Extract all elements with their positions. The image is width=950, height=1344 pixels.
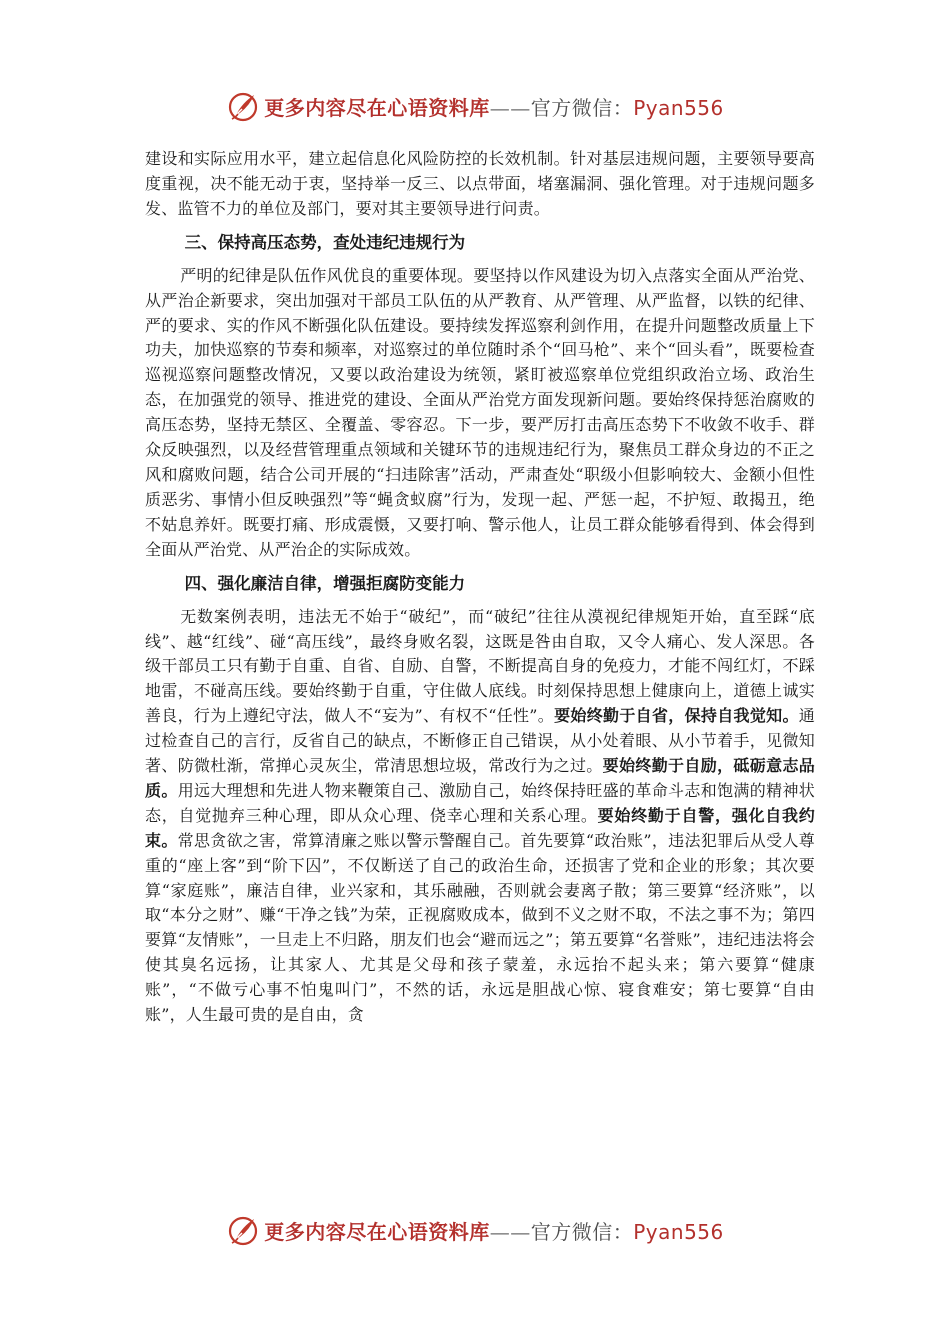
banner-dash: ——: [489, 95, 531, 120]
para4-bold-2: 要始终勤于自励，砥砺意志品质。: [145, 756, 815, 800]
para4-bold-1: 要始终勤于自省，保持自我觉知。: [554, 706, 799, 726]
para4-text-1: 无数案例表明，违法无不始于“破纪”，而“破纪”往往从漠视纪律规矩开始，直至踩“底线”、越“红线”、碰“高压线”，最终身败名裂，这既是咎由自取，又令人痛心、发人深思。各级干部员工只有勤于自重、自省、自励、自警，不断提高自身的免疫力，才能不闯红灯，不踩地雷，不碰高压线。要始终勤于自重，守住做人底线。时刻保持思想上健康向上，道德上诚实善良，行为上遵纪守法，做人不“妄为”、有权不“任性”。: [145, 606, 815, 726]
banner-wechat-id: Pyan556: [633, 1219, 724, 1244]
para4-text-2: 通过检查自己的言行，反省自己的缺点，不断修正自己错误，从小处着眼、从小节着手，见微知著、防微杜渐，常掸心灵灰尘，常清思想垃圾，常改行为之过。: [145, 706, 815, 776]
header-watermark-banner: [0, 86, 950, 126]
para4-bold-3: 要始终勤于自警，强化自我约束。: [145, 805, 815, 850]
banner-text: [264, 1216, 724, 1245]
footer-watermark-banner: [0, 1210, 950, 1250]
banner-dash: ——: [489, 1219, 531, 1244]
document-body: [145, 147, 815, 1028]
para4-text-4: 常思贪欲之害，常算清廉之账以警示警醒自己。首先要算“政治账”，违法犯罪后从受人尊重的“座上客”到“阶下囚”，不仅断送了自己的政治生命，还损害了党和企业的形象；其次要算“家庭账”，廉洁自律，业兴家和，其乐融融，否则就会妻离子散；第三要算“经济账”，以取“本分之财”、赚“干净之钱”为荣，正视腐败成本，做到不义之财不取，不法之事不为；第四要算“友情账”，一旦走上不归路，朋友们也会“避而远之”；第五要算“名誉账”，违纪违法将会使其臭名远扬，让其家人、尤其是父母和孩子蒙羞，永远抬不起头来；第六要算“健康账”，“不做亏心事不怕鬼叫门”，不然的话，永远是胆战心惊、寝食难安；第七要算“自由账”，人生最可贵的是自由，贪: [145, 830, 815, 1025]
paragraph-continued: 建设和实际应用水平，建立起信息化风险防控的长效机制。针对基层违规问题，主要领导要高度重视，决不能无动于衷，坚持举一反三、以点带面，堵塞漏洞、强化管理。对于违规问题多发、监管不力的单位及部门，要对其主要领导进行问责。: [145, 149, 815, 218]
paragraph-section-3: 严明的纪律是队伍作风优良的重要体现。要坚持以作风建设为切入点落实全面从严治党、从严治企新要求，突出加强对干部员工队伍的从严教育、从严管理、从严监督，以铁的纪律、严的要求、实的作风不断强化队伍建设。要持续发挥巡察利剑作用，在提升问题整改质量上下功夫，加快巡察的节奏和频率，对巡察过的单位随时杀个“回马枪”、来个“回头看”，既要检查巡视巡察问题整改情况，又要以政治建设为统领，紧盯被巡察单位党组织政治立场、政治生态，在加强党的领导、推进党的建设、全面从严治党方面发现新问题。要始终保持惩治腐败的高压态势，坚持无禁区、全覆盖、零容忍。下一步，要严厉打击高压态势下不收敛不收手、群众反映强烈，以及经营管理重点领域和关键环节的违规违纪行为，聚焦员工群众身边的不正之风和腐败问题，结合公司开展的“扫违除害”活动，严肃查处“职级小但影响较大、金额小但性质恶劣、事情小但反映强烈”等“蝇贪蚁腐”行为，发现一起、严惩一起，不护短、敢揭丑，绝不姑息养奸。既要打痛、形成震慑，又要打响、警示他人，让员工群众能够看得到、体会得到全面从严治党、从严治企的实际成效。: [145, 265, 815, 559]
quill-logo-icon: [226, 1213, 260, 1247]
quill-logo-icon: [226, 89, 260, 123]
banner-wechat-id: Pyan556: [633, 95, 724, 120]
section-heading-3: 三、保持高压态势，查处违纪违规行为: [184, 232, 466, 252]
banner-wechat-label: 官方微信：: [530, 1219, 634, 1244]
banner-text: [264, 92, 724, 121]
banner-site-name: 更多内容尽在心语资料库: [264, 1219, 490, 1244]
section-heading-4: 四、强化廉洁自律，增强拒腐防变能力: [184, 573, 466, 593]
paragraph-section-4: [145, 605, 815, 1028]
banner-site-name: 更多内容尽在心语资料库: [264, 95, 490, 120]
banner-wechat-label: 官方微信：: [530, 95, 634, 120]
para4-text-3: 用远大理想和先进人物来鞭策自己、激励自己，始终保持旺盛的革命斗志和饱满的精神状态，自觉抛弃三种心理，即从众心理、侥幸心理和关系心理。: [145, 780, 815, 825]
